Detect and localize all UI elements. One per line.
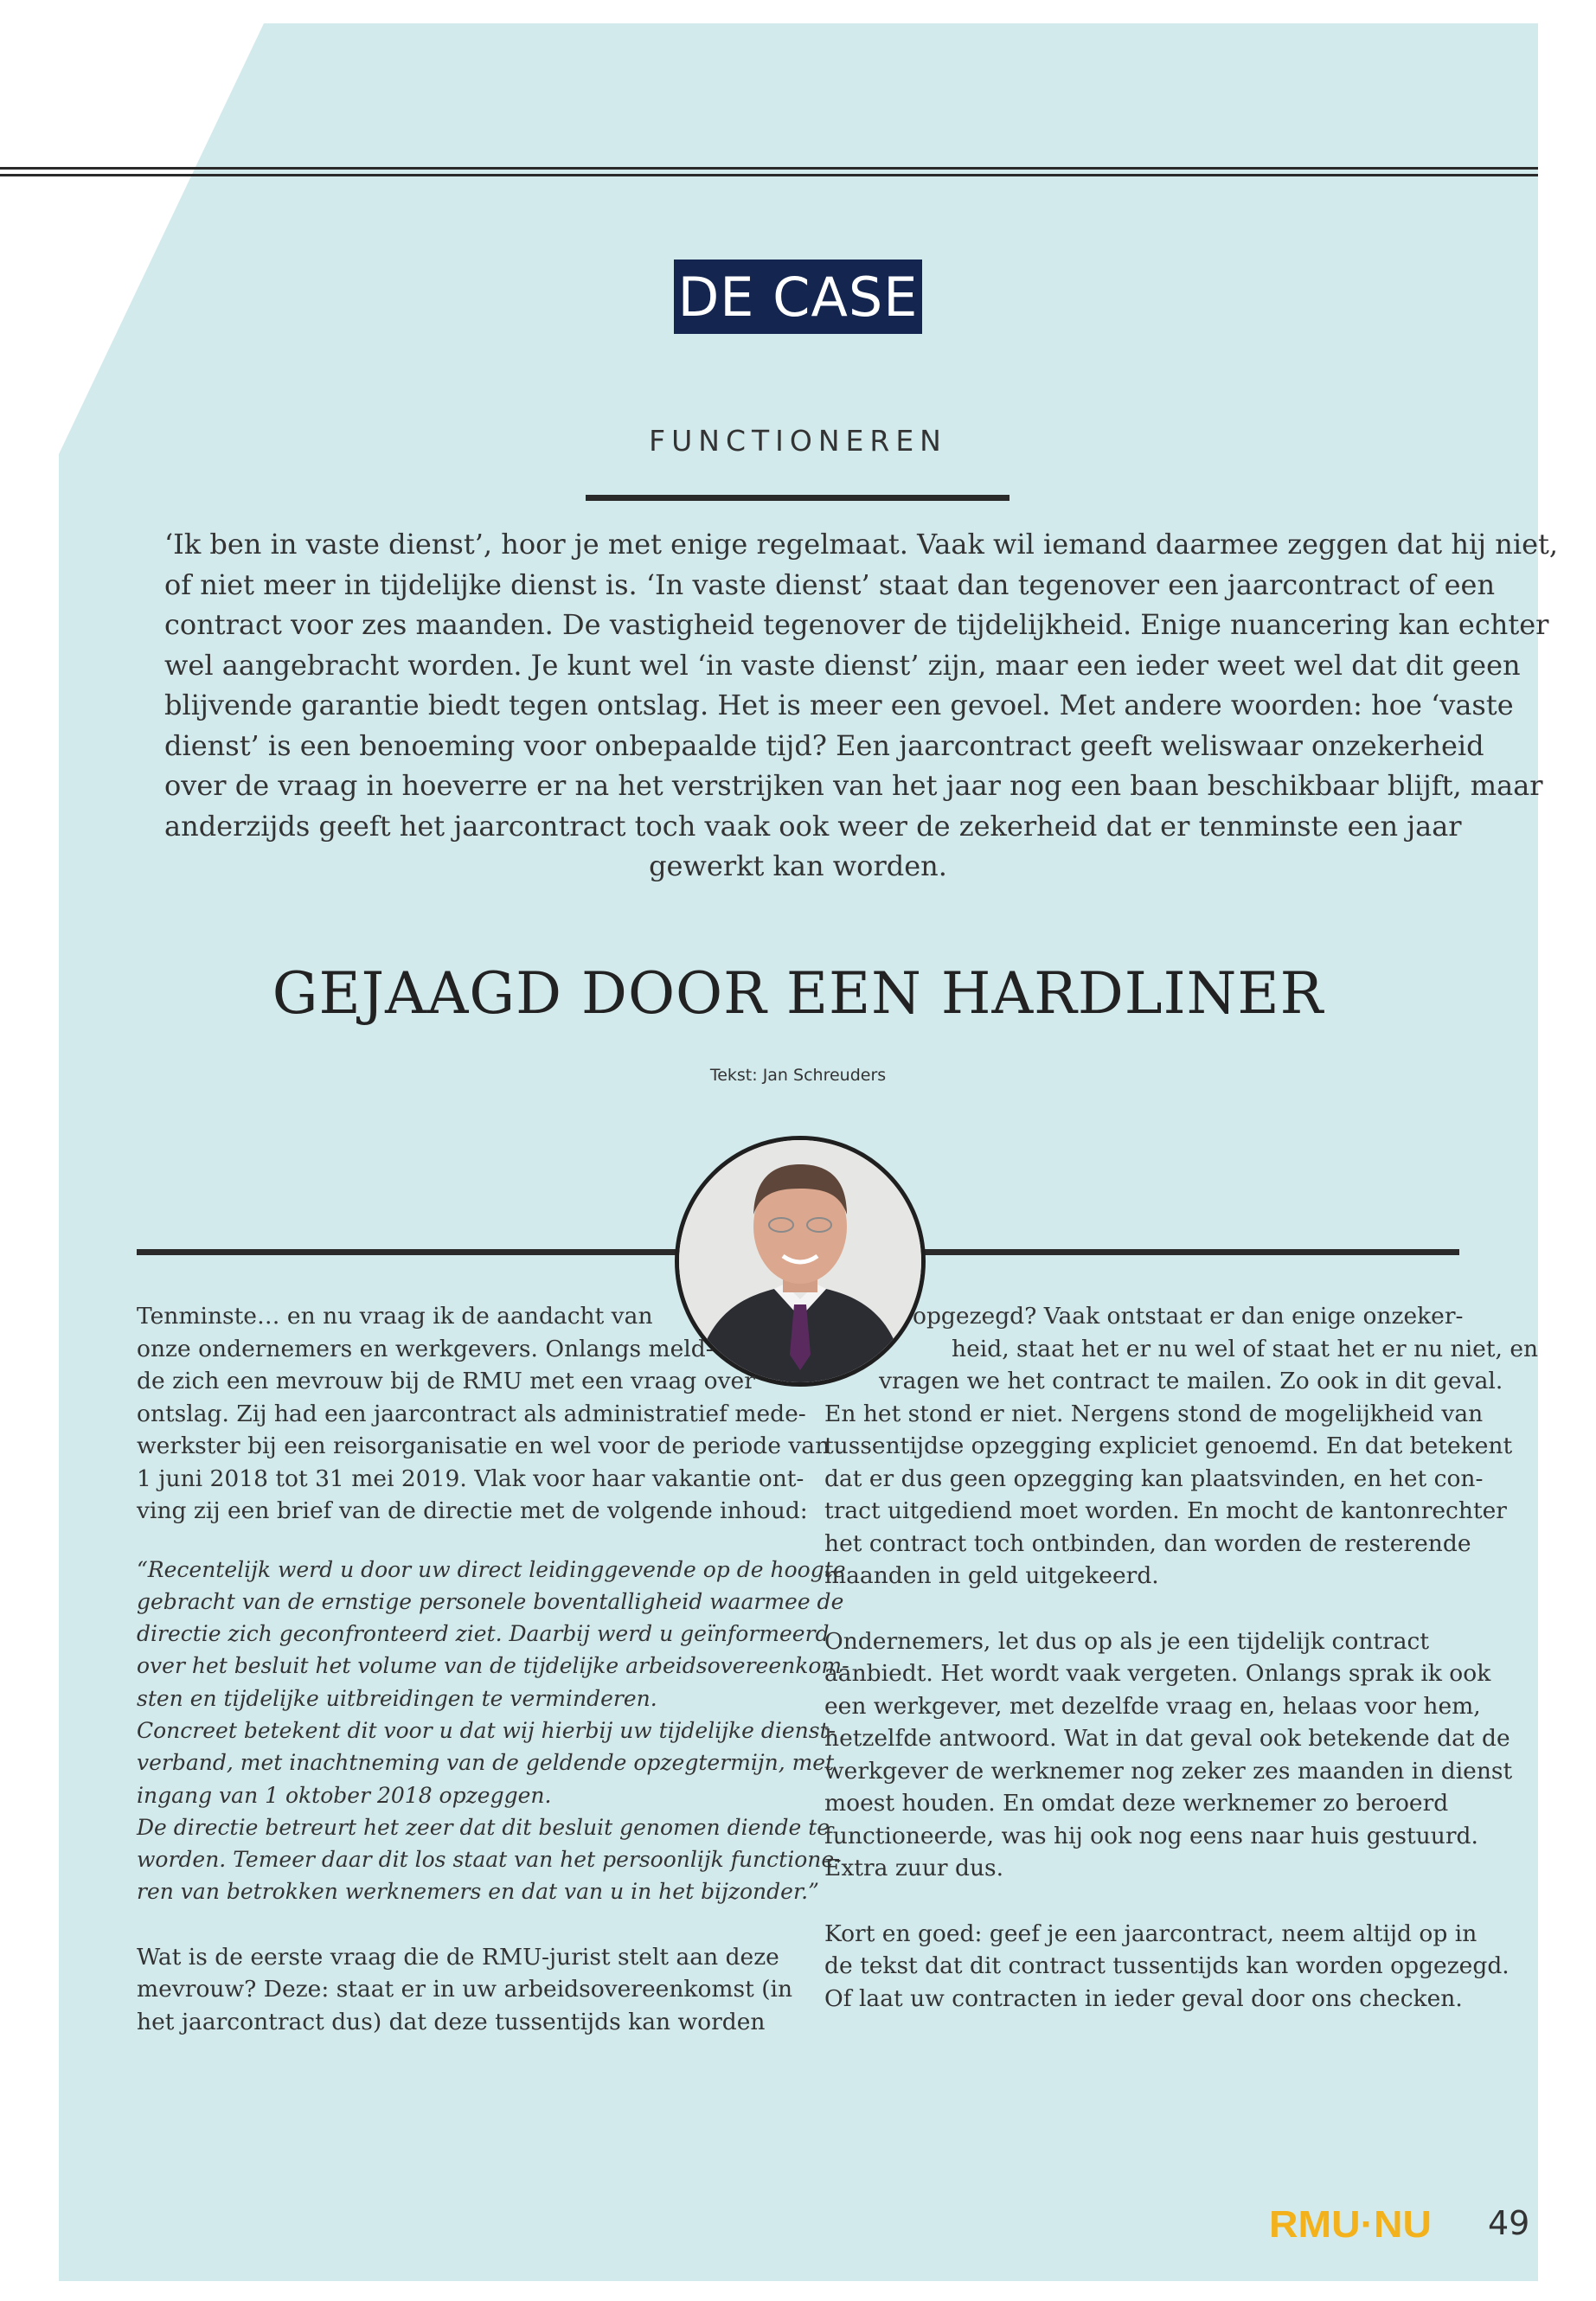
text-line: Ondernemers, let dus op als je een tijdelijk contract xyxy=(824,1627,1429,1655)
intro-line: anderzijds geeft het jaarcontract toch vaak ook weer de zekerheid dat er tenminste een jaar xyxy=(164,809,1462,843)
intro-paragraph xyxy=(164,524,1559,887)
intro-line: over de vraag in hoeverre er na het verstrijken van het jaar nog een baan beschikbaar blijft, maar xyxy=(164,769,1543,802)
paragraph xyxy=(137,1300,830,1528)
intro-line: gewerkt kan worden. xyxy=(649,849,947,882)
quote-line: Concreet betekent dit voor u dat wij hierbij uw tijdelijke dienst- xyxy=(137,1717,836,1743)
text-line: moest houden. En omdat deze werknemer zo beroerd xyxy=(824,1790,1449,1817)
intro-line: of niet meer in tijdelijke dienst is. ‘In vaste dienst’ staat dan tegenover een jaarcontract of een xyxy=(164,567,1496,601)
intro-line: wel aangebracht worden. Je kunt wel ‘in vaste dienst’ zijn, maar een ieder weet wel dat dit geen xyxy=(164,648,1521,682)
text-line: dat er dus geen opzegging kan plaatsvinden, en het con- xyxy=(824,1465,1484,1492)
quote-line: directie zich geconfronteerd ziet. Daarbij werd u geïnformeerd xyxy=(137,1621,830,1647)
paragraph xyxy=(824,1625,1513,1885)
text-line: werkgever de werknemer nog zeker zes maanden in dienst xyxy=(824,1757,1513,1785)
text-line: functioneerde, was hij ook nog eens naar huis gestuurd. xyxy=(824,1822,1478,1849)
paragraph xyxy=(824,1300,1539,1593)
section-title: FUNCTIONEREN xyxy=(649,424,947,458)
section-rule xyxy=(586,495,1010,501)
paragraph xyxy=(824,1918,1509,2016)
text-line: hetzelfde antwoord. Wat in dat geval ook betekende dat de xyxy=(824,1725,1510,1752)
quoted-letter xyxy=(137,1554,849,1908)
text-line: maanden in geld uitgekeerd. xyxy=(824,1562,1159,1589)
text-line: aanbiedt. Het wordt vaak vergeten. Onlangs sprak ik ook xyxy=(824,1660,1491,1687)
text-line: het jaarcontract dus) dat deze tussentijds kan worden xyxy=(137,2008,766,2035)
quote-line: ingang van 1 oktober 2018 opzeggen. xyxy=(137,1782,552,1808)
quote-line: sten en tijdelijke uitbreidingen te verminderen. xyxy=(137,1685,657,1711)
intro-line: dienst’ is een benoeming voor onbepaalde tijd? Een jaarcontract geeft weliswaar onzekerheid xyxy=(164,728,1484,762)
quote-line: worden. Temeer daar dit los staat van het persoonlijk functione- xyxy=(137,1847,842,1873)
left-column xyxy=(137,1300,849,2038)
text-line: En het stond er niet. Nergens stond de mogelijkheid van xyxy=(824,1400,1484,1427)
right-column xyxy=(824,1300,1539,2015)
text-line: Kort en goed: geef je een jaarcontract, neem altijd op in xyxy=(824,1920,1477,1947)
text-line: de zich een mevrouw bij de RMU met een vraag over xyxy=(137,1368,755,1394)
text-line: Extra zuur dus. xyxy=(824,1855,1004,1881)
quote-line: over het besluit het volume van de tijdelijke arbeidsovereenkom- xyxy=(137,1653,849,1679)
intro-line: blijvende garantie biedt tegen ontslag. Het is meer een gevoel. Met andere woorden: hoe ‘vaste xyxy=(164,689,1514,721)
top-rule xyxy=(0,174,1538,176)
paragraph xyxy=(137,1941,793,2039)
text-line: tract uitgediend moet worden. En mocht de kantonrechter xyxy=(824,1497,1507,1524)
divider-right xyxy=(914,1249,1459,1255)
intro-line: ‘Ik ben in vaste dienst’, hoor je met enige regelmaat. Vaak wil iemand daarmee zeggen dat hij niet, xyxy=(164,528,1559,561)
byline: Tekst: Jan Schreuders xyxy=(709,1066,887,1085)
text-line: heid, staat het er nu wel of staat het er nu niet, en xyxy=(952,1335,1539,1362)
text-line: opgezegd? Vaak ontstaat er dan enige onzeker- xyxy=(913,1303,1464,1330)
text-line: mevrouw? Deze: staat er in uw arbeidsovereenkomst (in xyxy=(137,1976,793,2003)
text-line: tussentijdse opzegging expliciet genoemd. En dat betekent xyxy=(824,1433,1513,1459)
text-line: vragen we het contract te mailen. Zo ook in dit geval. xyxy=(879,1368,1503,1394)
quote-line: De directie betreurt het zeer dat dit besluit genomen diende te xyxy=(137,1814,830,1840)
text-line: Wat is de eerste vraag die de RMU-jurist stelt aan deze xyxy=(137,1943,779,1971)
text-line: ving zij een brief van de directie met de volgende inhoud: xyxy=(137,1497,808,1524)
quote-line: “Recentelijk werd u door uw direct leidinggevende op de hoogte xyxy=(137,1556,846,1582)
article-title: GEJAAGD DOOR EEN HARDLINER xyxy=(272,960,1324,1027)
case-label: DE CASE xyxy=(674,260,922,334)
page-number: 49 xyxy=(1488,2204,1530,2242)
svg-text:RMU·NU: RMU·NU xyxy=(1269,2203,1432,2244)
intro-line: contract voor zes maanden. De vastigheid tegenover de tijdelijkheid. Enige nuancering kan echter xyxy=(164,608,1549,641)
text-line: Tenminste… en nu vraag ik de aandacht van xyxy=(137,1303,653,1330)
text-line: het contract toch ontbinden, dan worden de resterende xyxy=(824,1529,1471,1557)
text-line: Of laat uw contracten in ieder geval door ons checken. xyxy=(824,1984,1463,2012)
text-line: onze ondernemers en werkgevers. Onlangs meld- xyxy=(137,1335,714,1362)
quote-line: ren van betrokken werknemers en dat van u in het bijzonder.” xyxy=(137,1879,819,1905)
top-rule xyxy=(0,167,1538,170)
text-line: de tekst dat dit contract tussentijds kan worden opgezegd. xyxy=(824,1952,1509,1979)
text-line: een werkgever, met dezelfde vraag en, helaas voor hem, xyxy=(824,1692,1481,1720)
text-line: 1 juni 2018 tot 31 mei 2019. Vlak voor haar vakantie ont- xyxy=(137,1465,804,1492)
quote-line: verband, met inachtneming van de geldende opzegtermijn, met xyxy=(137,1750,835,1776)
divider-left xyxy=(137,1249,677,1255)
text-line: ontslag. Zij had een jaarcontract als administratief mede- xyxy=(137,1400,806,1427)
rmu-nu-logo xyxy=(1269,2201,1433,2244)
text-line: werkster bij een reisorganisatie en wel voor de periode van xyxy=(137,1433,830,1459)
quote-line: gebracht van de ernstige personele boventalligheid waarmee de xyxy=(137,1588,844,1614)
